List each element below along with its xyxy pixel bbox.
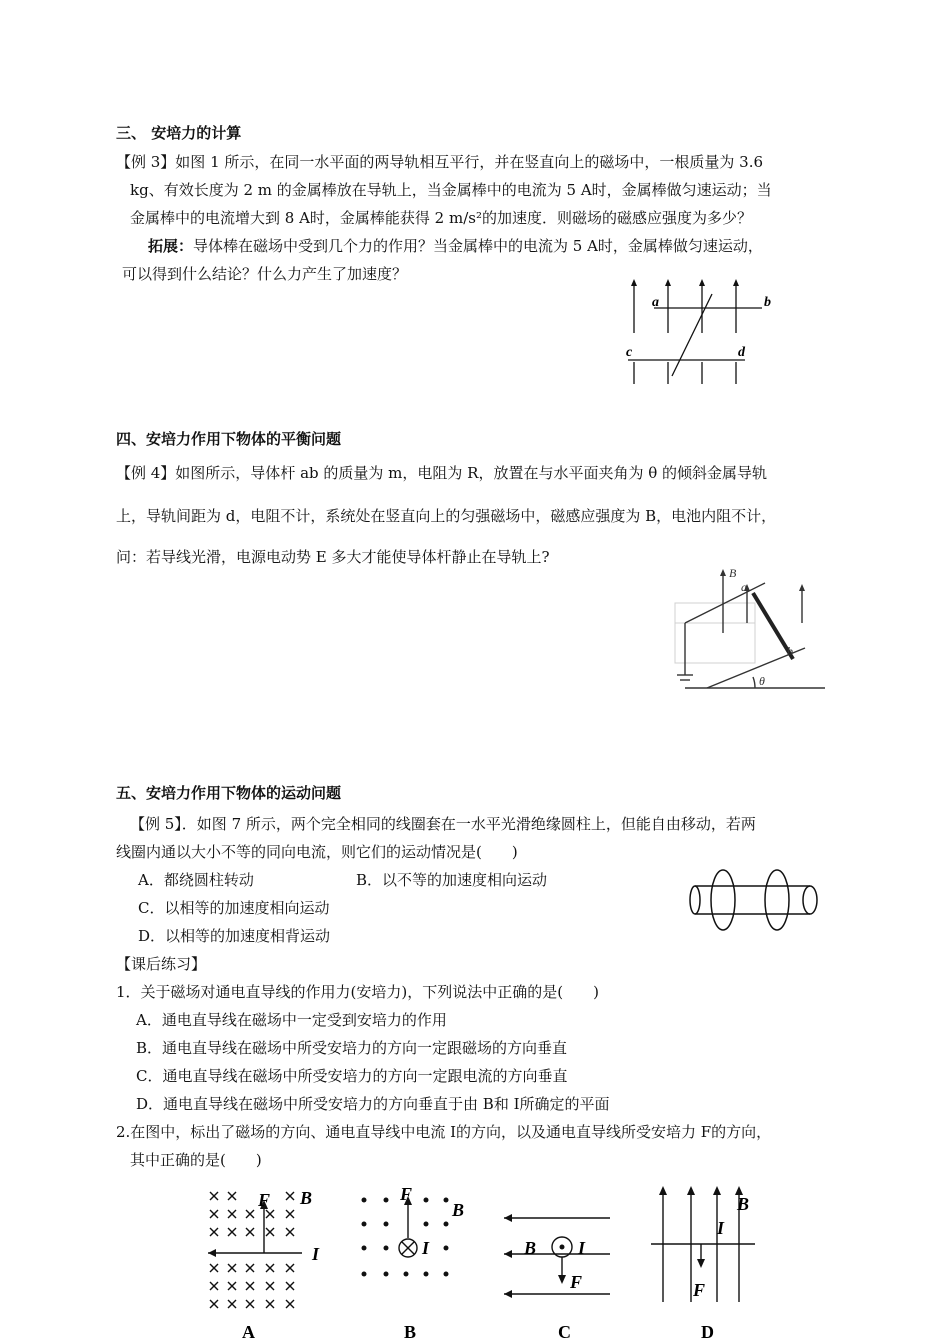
figA-label-I: I [312,1244,320,1264]
ex4-line1: 【例 4】如图所示，导体杆 ab 的质量为 m，电阻为 R，放置在与水平面夹角为 θ 的倾斜金属导轨 [116,464,768,482]
ex5-line2: 线圈内通以大小不等的同向电流，则它们的运动情况是( ) [116,843,518,861]
fig4-label-theta: θ [759,674,765,688]
section3-heading: 三、 安培力的计算 [116,124,242,142]
incline-figure [665,563,835,698]
ext-line2: 可以得到什么结论？什么力产生了加速度？ [122,265,408,283]
q2-stem-line2: 其中正确的是( ) [130,1151,262,1169]
ex4-line3: 问：若导线光滑，电源电动势 E 多大才能使导体杆静止在导轨上? [116,548,550,566]
figB-label-I: I [422,1238,430,1258]
figB-caption: B [404,1322,417,1342]
section5-heading: 五、安培力作用下物体的运动问题 [116,784,342,802]
ex3-line2: kg、有效长度为 2 m 的金属棒放在导轨上，当金属棒中的电流为 5 A时，金属棒做匀速运动；当 [130,181,772,199]
figD-caption: D [701,1322,714,1342]
ext-line1 [148,232,763,260]
rails-figure [620,278,785,390]
q2-stem-line1: 2.在图中，标出了磁场的方向、通电直导线中电流 I的方向，以及通电直导线所受安培力 F的方向， [116,1123,772,1141]
q1-option-d: D．通电直导线在磁场中所受安培力的方向垂直于由 B和 I所确定的平面 [136,1095,610,1113]
q2-figure-c [500,1182,620,1344]
figD-label-F: F [693,1280,706,1300]
q1-option-b: B．通电直导线在磁场中所受安培力的方向一定跟磁场的方向垂直 [136,1039,568,1057]
figB-label-B: B [452,1200,465,1220]
q2-figure-a [200,1182,340,1344]
figD-label-I: I [717,1218,725,1238]
ext-label: 拓展： [148,237,194,255]
fig4-label-a: a [741,580,747,594]
fig4-label-B: B [729,566,737,580]
ex5-option-c: C．以相等的加速度相向运动 [138,899,330,917]
figC-label-F: F [570,1272,583,1292]
figB-label-F: F [400,1184,413,1204]
fig1-label-d: d [738,345,745,360]
ex5-line1: 【例 5】．如图 7 所示，两个完全相同的线圈套在一水平光滑绝缘圆柱上，但能自由移动，若两 [130,815,756,833]
ex5-option-d: D．以相等的加速度相背运动 [138,927,331,945]
q2-figure-d [645,1182,760,1344]
homework-heading: 【课后练习】 [116,955,207,973]
ex5-option-b: B．以不等的加速度相向运动 [356,871,548,889]
figC-label-B: B [524,1238,537,1258]
figA-caption: A [242,1322,255,1342]
figC-label-I: I [578,1238,586,1258]
q1-stem: 1．关于磁场对通电直导线的作用力(安培力)，下列说法中正确的是( ) [116,983,599,1001]
ext-text: 导体棒在磁场中受到几个力的作用？当金属棒中的电流为 5 A时，金属棒做匀速运动， [193,237,763,255]
fig4-label-b: b [787,644,793,658]
q1-option-a: A．通电直导线在磁场中一定受到安培力的作用 [136,1011,447,1029]
fig1-label-c: c [626,345,633,360]
figC-caption: C [558,1322,571,1342]
ex5-option-a: A．都绕圆柱转动 [138,871,254,889]
figA-label-F: F [258,1190,271,1210]
ex4-line2: 上，导轨间距为 d，电阻不计，系统处在竖直向上的匀强磁场中，磁感应强度为 B，电池内阻不计， [116,507,777,525]
ex3-line1: 【例 3】如图 1 所示，在同一水平面的两导轨相互平行，并在竖直向上的磁场中，一根质量为 3.6 [116,153,764,171]
figD-label-B: B [737,1194,750,1214]
q2-figure-b [350,1182,480,1344]
section4-heading: 四、安培力作用下物体的平衡问题 [116,430,342,448]
q1-option-c: C．通电直导线在磁场中所受安培力的方向一定跟电流的方向垂直 [136,1067,568,1085]
ex3-line3: 金属棒中的电流增大到 8 A时，金属棒能获得 2 m/s²的加速度．则磁场的磁感应强度为多少？ [130,209,752,227]
coils-figure [685,864,825,934]
figA-label-B: B [300,1188,313,1208]
fig1-label-b: b [764,295,771,310]
fig1-label-a: a [652,295,659,310]
